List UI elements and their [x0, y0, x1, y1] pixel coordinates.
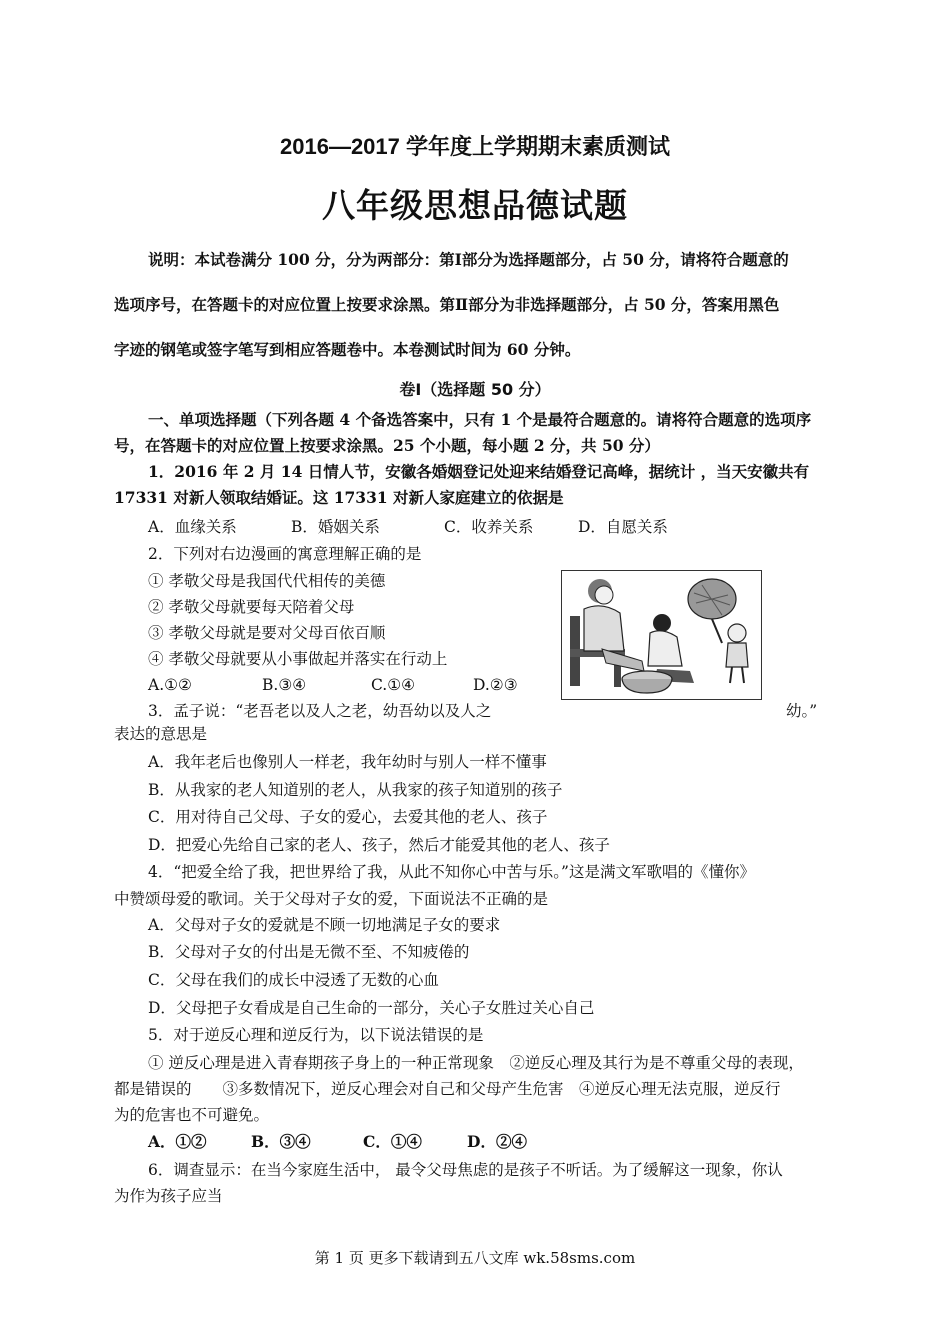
q5-body-line-2: 都是错误的 ③多数情况下，逆反心理会对自己和父母产生危害 ④逆反心理无法克服，逆反行: [114, 1080, 781, 1098]
q1-stem-line-1: 1．2016 年 2 月 14 日情人节，安徽各婚姻登记处迎来结婚登记高峰，据统计 ，当天安徽共有: [148, 462, 810, 481]
q6-stem-line-1: 6．调查显示：在当今家庭生活中， 最令父母焦虑的是孩子不听话。为了缓解这一现象，你认: [148, 1161, 783, 1179]
q3-stem-part-a: 3．孟子说：“老吾老以及人之老，幼吾幼以及人之: [148, 702, 492, 720]
q1-option-a: A．血缘关系: [148, 518, 237, 536]
instructions-line-1: 说明：本试卷满分 100 分，分为两部分：第Ⅰ部分为选择题部分，占 50 分，请将符合题意的: [148, 250, 789, 269]
q3-option-d: D．把爱心先给自己家的老人、孩子，然后才能爱其他的老人、孩子: [148, 836, 610, 854]
q5-option-d: D．②④: [467, 1132, 527, 1151]
q1-option-d: D．自愿关系: [578, 518, 668, 536]
q2-option-d: D.②③: [473, 676, 518, 694]
q4-option-d: D．父母把子女看成是自己生命的一部分，关心子女胜过关心自己: [148, 999, 595, 1017]
q3-stem-part-c: 表达的意思是: [114, 725, 208, 743]
page-footer: 第 1 页 更多下载请到五八文库 wk.58sms.com: [314, 1249, 636, 1267]
q3-stem-part-b: 幼。”: [786, 702, 818, 720]
q3-option-a: A．我年老后也像别人一样老，我年幼时与别人一样不懂事: [148, 753, 547, 771]
q5-option-c: C．①④: [363, 1132, 422, 1151]
instructions-line-3: 字迹的钢笔或签字笔写到相应答题卷中。本卷测试时间为 60 分钟。: [114, 340, 581, 359]
part-intro-line-1: 一、单项选择题（下列各题 4 个备选答案中，只有 1 个是最符合题意的。请将符合题意的选项序: [148, 410, 812, 429]
q6-stem-line-2: 为作为孩子应当: [114, 1187, 223, 1205]
q1-stem-line-2: 17331 对新人领取结婚证。这 17331 对新人家庭建立的依据是: [114, 488, 564, 507]
part-intro-line-2: 号，在答题卡的对应位置上按要求涂黑。25 个小题，每小题 2 分，共 50 分）: [114, 436, 660, 455]
section-title: 卷Ⅰ（选择题 50 分）: [399, 380, 551, 399]
q1-option-c: C．收养关系: [444, 518, 534, 536]
q4-stem-line-1: 4．“把爱全给了我，把世界给了我，从此不知你心中苦与乐。”这是满文军歌唱的《懂你》: [148, 863, 755, 881]
q5-stem: 5．对于逆反心理和逆反行为，以下说法错误的是: [148, 1026, 484, 1044]
cartoon-illustration-icon: [562, 571, 761, 699]
q2-stem: 2．下列对右边漫画的寓意理解正确的是: [148, 545, 422, 563]
q3-option-c: C．用对待自己父母、子女的爱心，去爱其他的老人、孩子: [148, 808, 548, 826]
filial-piety-cartoon: [561, 570, 762, 700]
q5-body-line-1: ① 逆反心理是进入青春期孩子身上的一种正常现象 ②逆反心理及其行为是不尊重父母的表现，: [148, 1054, 804, 1072]
q1-option-b: B．婚姻关系: [291, 518, 380, 536]
q4-option-c: C．父母在我们的成长中浸透了无数的心血: [148, 971, 439, 989]
q5-option-b: B．③④: [251, 1132, 311, 1151]
q4-option-a: A．父母对子女的爱就是不顾一切地满足子女的要求: [148, 916, 501, 934]
instructions-line-2: 选项序号，在答题卡的对应位置上按要求涂黑。第Ⅱ部分为非选择题部分，占 50 分，答案用黑色: [114, 295, 780, 314]
q2-option-c: C.①④: [371, 676, 416, 694]
exam-title-line2: 八年级思想品德试题: [322, 186, 628, 225]
q5-option-a: A．①②: [148, 1132, 207, 1151]
q5-body-line-3: 为的危害也不可避免。: [114, 1106, 270, 1124]
q2-item-1: ① 孝敬父母是我国代代相传的美德: [148, 572, 386, 590]
q2-item-4: ④ 孝敬父母就要从小事做起并落实在行动上: [148, 650, 448, 668]
q2-option-a: A.①②: [148, 676, 192, 694]
q2-option-b: B.③④: [262, 676, 307, 694]
q2-item-3: ③ 孝敬父母就是要对父母百依百顺: [148, 624, 386, 642]
q3-option-b: B．从我家的老人知道别的老人，从我家的孩子知道别的孩子: [148, 781, 563, 799]
q4-stem-line-2: 中赞颂母爱的歌词。关于父母对子女的爱，下面说法不正确的是: [114, 890, 549, 908]
exam-title-line1: 2016—2017 学年度上学期期末素质测试: [280, 134, 670, 159]
q2-item-2: ② 孝敬父母就要每天陪着父母: [148, 598, 355, 616]
q4-option-b: B．父母对子女的付出是无微不至、不知疲倦的: [148, 943, 470, 961]
